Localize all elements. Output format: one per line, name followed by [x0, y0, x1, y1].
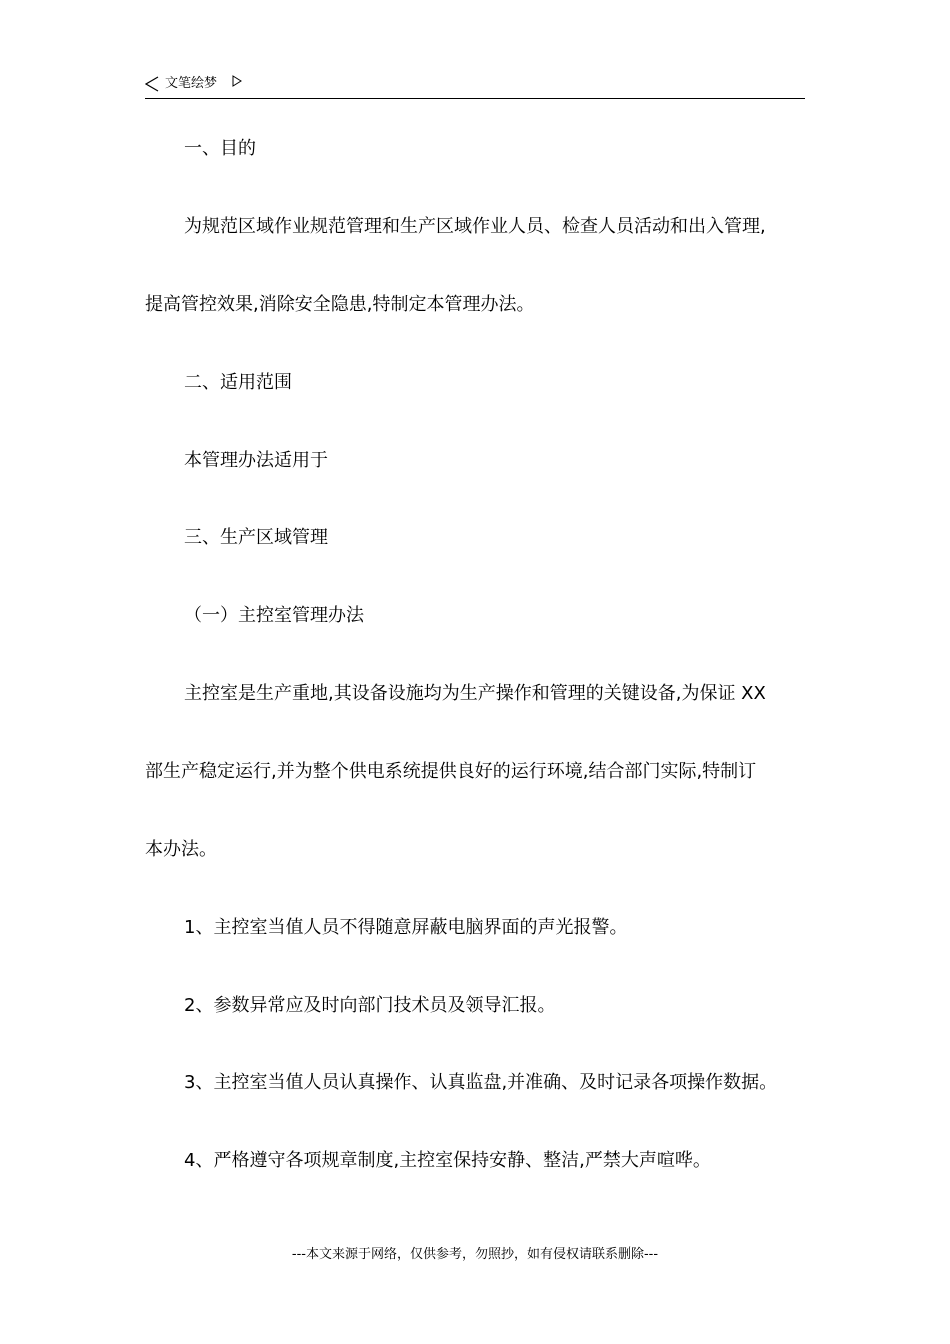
paragraph-line: 本办法。 [145, 839, 217, 860]
paragraph-line: 主控室是生产重地,其设备设施均为生产操作和管理的关键设备,为保证 XX [184, 683, 766, 704]
right-triangle-icon [232, 75, 242, 87]
list-item: 1、主控室当值人员不得随意屏蔽电脑界面的声光报警。 [184, 917, 628, 938]
paragraph-line: 本管理办法适用于 [184, 450, 328, 471]
subsection-heading-control-room: （一）主控室管理办法 [184, 605, 364, 626]
paragraph-line: 部生产稳定运行,并为整个供电系统提供良好的运行环境,结合部门实际,特制订 [145, 761, 757, 782]
header-title: 文笔绘梦 [165, 76, 218, 91]
section-heading-production-area: 三、生产区域管理 [184, 527, 328, 548]
section-heading-scope: 二、适用范围 [184, 372, 292, 393]
list-item: 2、参数异常应及时向部门技术员及领导汇报。 [184, 995, 556, 1016]
left-triangle-icon [145, 76, 159, 92]
section-heading-purpose: 一、目的 [184, 138, 256, 159]
list-item: 4、严格遵守各项规章制度,主控室保持安静、整洁,严禁大声喧哗。 [184, 1150, 711, 1171]
list-item: 3、主控室当值人员认真操作、认真监盘,并准确、及时记录各项操作数据。 [184, 1072, 778, 1093]
paragraph-line: 为规范区域作业规范管理和生产区域作业人员、检查人员活动和出入管理, [184, 216, 766, 237]
paragraph-line: 提高管控效果,消除安全隐患,特制定本管理办法。 [145, 294, 535, 315]
page-footer: ---本文来源于网络，仅供参考，勿照抄，如有侵权请联系删除--- [291, 1247, 659, 1262]
page-header [145, 72, 805, 99]
